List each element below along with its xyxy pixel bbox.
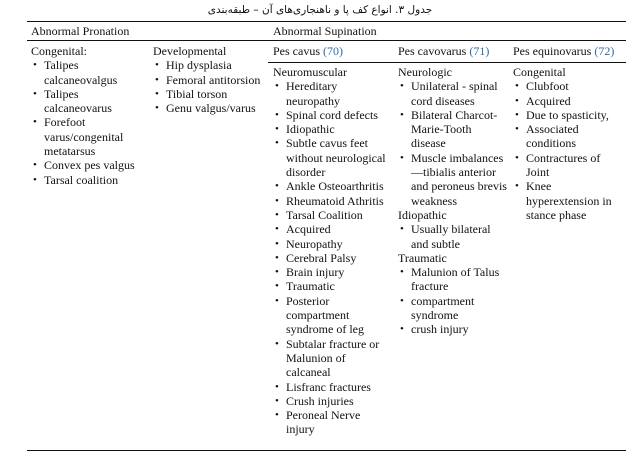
subheader-pes-cavus-name: Pes cavus [273, 44, 320, 58]
list-item: • Acquired [273, 222, 391, 236]
column-pes-equinovarus [513, 65, 621, 222]
table-caption: جدول ۳. انواع کف پا و ناهنجاری‌های آن – طبقه‌بندی [207, 4, 433, 16]
list-item: • Hip dysplasia [153, 58, 269, 72]
subheader-bottom-rule [268, 62, 626, 63]
reference-link-70[interactable]: (70) [323, 44, 343, 58]
list-item: • Associated conditions [513, 122, 621, 151]
list-item: • Spinal cord defects [273, 108, 391, 122]
list-item: • Cerebral Palsy [273, 251, 391, 265]
reference-link-72[interactable]: (72) [594, 44, 615, 58]
list-item: • Bilateral Charcot-Marie-Tooth disease [398, 108, 508, 151]
item-list [398, 79, 508, 208]
list-item: • Tibial torson [153, 87, 269, 101]
list-item: • Ankle Osteoarthritis [273, 179, 391, 193]
item-list [513, 79, 621, 222]
list-item: • Forefoot varus/congenital metatarsus [31, 115, 149, 158]
group-label: Neurologic [398, 65, 452, 79]
list-item: • Talipes calcaneovalgus [31, 58, 149, 87]
list-item: • Neuropathy [273, 237, 391, 251]
list-item: • Due to spasticity, [513, 108, 621, 122]
list-item: • Usually bilateral and subtle [398, 222, 508, 251]
list-item: • Lisfranc fractures [273, 380, 391, 394]
item-list [398, 265, 508, 336]
group-label: Traumatic [398, 250, 447, 265]
group-label: Congenital [513, 65, 566, 79]
column-developmental [153, 44, 269, 115]
list-item: • Genu valgus/varus [153, 101, 269, 115]
list-item: • Rheumatoid Athritis [273, 194, 391, 208]
list-item: • Unilateral - spinal cord diseases [398, 79, 508, 108]
list-item: • Convex pes valgus [31, 158, 149, 172]
list-item: • Malunion of Talus fracture [398, 265, 508, 294]
header-abnormal-supination: Abnormal Supination [273, 24, 377, 38]
reference-link-71[interactable]: (71) [469, 44, 490, 58]
column-congenital-pronation [31, 44, 149, 187]
list-item: • Subtle cavus feet without neurological disorder [273, 136, 391, 179]
list-item: • Tarsal coalition [31, 173, 149, 187]
subheader-pes-equinovarus [513, 44, 614, 58]
list-item: • Femoral antitorsion [153, 73, 269, 87]
list-item: • Knee hyperextension in stance phase [513, 179, 621, 222]
subheader-pes-cavovarus-name: Pes cavovarus [398, 44, 467, 58]
list-item: • Crush injuries [273, 394, 391, 408]
list-item: • Talipes calcaneovarus [31, 87, 149, 116]
list-item: • Peroneal Nerve injury [273, 408, 391, 437]
list-item: • Contractures of Joint [513, 151, 621, 180]
list-item: • compartment syndrome [398, 294, 508, 323]
group-label: Developmental [153, 44, 227, 58]
header-abnormal-pronation: Abnormal Pronation [31, 24, 130, 38]
group-label: Idiopathic [398, 207, 447, 222]
table-top-rule [27, 21, 626, 22]
list-item: • Subtalar fracture or Malunion of calcaneal [273, 337, 391, 380]
column-pes-cavus [273, 65, 391, 437]
column-pes-cavovarus [398, 65, 508, 337]
list-item: • Acquired [513, 94, 621, 108]
item-list [398, 222, 508, 251]
header-bottom-rule [27, 40, 626, 41]
group-label: Neuromuscular [273, 65, 347, 79]
list-item: • Idiopathic [273, 122, 391, 136]
table-bottom-rule [27, 450, 626, 451]
item-list [273, 79, 391, 436]
list-item: • crush injury [398, 322, 508, 336]
list-item: • Traumatic [273, 279, 391, 293]
group-label: Congenital: [31, 44, 87, 58]
list-item: • Brain injury [273, 265, 391, 279]
list-item: • Posterior compartment syndrome of leg [273, 294, 391, 337]
list-item: • Clubfoot [513, 79, 621, 93]
item-list [153, 58, 269, 115]
subheader-pes-cavovarus [398, 44, 489, 58]
list-item: • Tarsal Coalition [273, 208, 391, 222]
subheader-pes-equinovarus-name: Pes equinovarus [513, 44, 592, 58]
list-item: • Hereditary neuropathy [273, 79, 391, 108]
item-list [31, 58, 149, 187]
subheader-pes-cavus [273, 44, 343, 58]
list-item: • Muscle imbalances—tibialis anterior and peroneus brevis weakness [398, 151, 508, 208]
